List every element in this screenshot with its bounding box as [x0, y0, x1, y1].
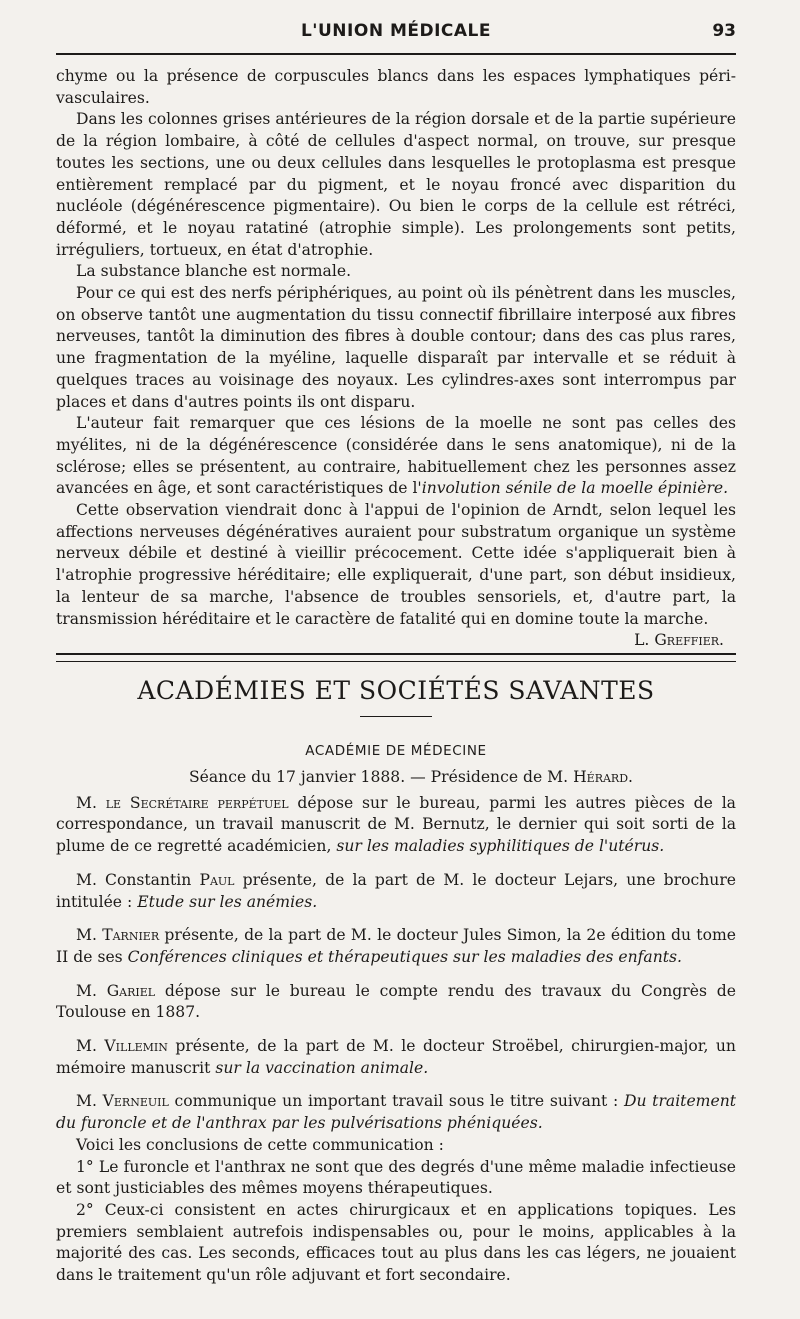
speaker-name: Gariel	[106, 981, 156, 1000]
item-text: présente, de la part de M. le docteur Lejars, une brochure intitulée :	[56, 870, 736, 911]
president-name: Hérard	[573, 768, 629, 786]
speaker-name: Tarnier	[102, 926, 160, 945]
page-header	[56, 18, 736, 48]
section-divider	[56, 653, 736, 662]
header-rule	[56, 53, 736, 55]
speaker-name: le Secrétaire perpétuel	[105, 793, 289, 812]
conclusion-item: 1° Le furoncle et l'anthrax ne sont que des degrés d'une même maladie infectieuse et sont justiciables des mêmes moyens thérapeutiques.	[56, 1157, 736, 1198]
proceeding-item	[56, 981, 736, 1024]
paragraph-text: L'auteur fait remarquer que ces lésions de la moelle ne sont pas celles des myélites, ni de la dégénérescence (considérée dans le sens anatomique), ni de la sclérose; elles se présentent, au contraire, habituellement chez les personnes assez avancées en âge, et sont caractéristiques de l'	[56, 414, 736, 498]
item-prefix: M.	[76, 926, 103, 945]
spacer	[56, 969, 736, 981]
item-prefix: M.	[76, 1092, 103, 1111]
paragraph: Dans les colonnes grises antérieures de la région dorsale et de la partie supérieure de la région lombaire, à côté de cellules d'aspect normal, on trouve, sur presque toutes les sections, une ou deux cellules dans lesquelles le protoplasma est presque entièrement remplacé par du pigment, et le noyau froncé avec disparition du nucléole (dégénérescence pigmentaire). Ou bien le corps de la cellule est rétréci, déformé, et le noyau ratatiné (atrophie simple). Les prolongements sont petits, irréguliers, tortueux, en état d'atrophie.	[56, 110, 736, 259]
proceeding-item	[56, 1036, 736, 1079]
paragraph: Pour ce qui est des nerfs périphériques, au point où ils pénètrent dans les muscles, on observe tantôt une augmentation du tissu connectif fibrillaire interposé aux fibres nerveuses, tantôt la diminution des fibres à double contour; dans des cas plus rares, une fragmentation de la myéline, laquelle disparaît par intervalle et se réduit à quelques traces au voisinage des noyaux. Les cylindres-axes sont interrompus par places et dans d'autres points ils ont disparu.	[56, 284, 736, 411]
section-title: ACADÉMIES ET SOCIÉTÉS SAVANTES	[137, 676, 655, 705]
paragraph: La substance blanche est normale.	[76, 262, 352, 281]
paragraph: Voici les conclusions de cette communication :	[76, 1135, 444, 1154]
work-title: sur les maladies syphilitiques de l'utérus.	[336, 837, 665, 856]
item-text: dépose sur le bureau, parmi les autres pièces de la correspondance, un travail manuscrit de M. Bernutz, le dernier qui soit sorti de la plume de ce regretté académicien,	[56, 793, 736, 856]
proceeding-item	[56, 925, 736, 968]
item-prefix: M.	[76, 981, 107, 1000]
paragraph: Cette observation viendrait donc à l'appui de l'opinion de Arndt, selon lequel les affections nerveuses dégénératives auraient pour substratum organique un système nerveux débile et destiné à vieillir précocement. Cette idée s'appliquerait bien à l'atrophie progressive héréditaire; elle expliquerait, d'une part, son début insidieux, la lenteur de sa marche, l'absence de troubles sensoriels, et, d'autre part, la transmission héréditaire et le caractère de fatalité qui en domine toute la marche.	[56, 501, 736, 628]
work-title: Conférences cliniques et thérapeutiques sur les maladies des enfants.	[127, 947, 682, 966]
title-rule	[360, 716, 432, 717]
item-prefix: M. Constantin	[76, 870, 200, 889]
proceeding-item	[56, 1091, 736, 1134]
section-subtitle: ACADÉMIE DE MÉDECINE	[305, 743, 487, 759]
speaker-name: Verneuil	[102, 1092, 169, 1111]
item-text: présente, de la part de M. le docteur Stroëbel, chirurgien-major, un mémoire manuscrit	[56, 1037, 736, 1077]
proceedings-body	[56, 767, 736, 1287]
running-title: L'UNION MÉDICALE	[300, 21, 492, 41]
item-text: communique un important travail sous le titre suivant :	[168, 1092, 624, 1111]
item-text: présente, de la part de M. le docteur Jules Simon, la 2e édition du tome II de ses	[56, 926, 736, 966]
paragraph: chyme ou la présence de corpuscules blancs dans les espaces lymphatiques péri-vasculaires.	[56, 67, 736, 107]
paragraph	[56, 413, 736, 500]
article-body	[56, 66, 736, 652]
work-title: Etude sur les anémies.	[137, 892, 318, 911]
item-prefix: M.	[76, 793, 106, 812]
work-title: Du traitement du furoncle et de l'anthrax par les pulvérisations phéniquées.	[56, 1092, 736, 1133]
spacer	[56, 1024, 736, 1036]
seance-line	[56, 767, 736, 789]
seance-end: .	[628, 768, 634, 786]
speaker-name: Paul	[199, 870, 235, 889]
proceeding-item	[56, 793, 736, 858]
seance-text: Séance du 17 janvier 1888. — Présidence de M.	[188, 768, 574, 786]
item-prefix: M.	[76, 1037, 105, 1056]
spacer	[56, 913, 736, 925]
signature: L. Greffier.	[634, 631, 724, 650]
item-text: dépose sur le bureau le compte rendu des travaux du Congrès de Toulouse en 1887.	[56, 981, 736, 1022]
work-title: sur la vaccination animale.	[215, 1058, 429, 1077]
proceeding-item	[56, 870, 736, 913]
page-number: 93	[712, 21, 736, 41]
conclusion-item: 2° Ceux-ci consistent en actes chirurgicaux et en applications topiques. Les premiers semblaient autrefois indispensables ou, pour le moins, applicables à la majorité des cas. Les seconds, efficaces tout au plus dans les cas légers, ne jouaient dans le traitement qu'un rôle adjuvant et fort secondaire.	[56, 1200, 736, 1285]
spacer	[56, 1079, 736, 1091]
spacer	[56, 858, 736, 870]
speaker-name: Villemin	[104, 1037, 168, 1056]
emphasis: involution sénile de la moelle épinière.	[421, 479, 729, 498]
